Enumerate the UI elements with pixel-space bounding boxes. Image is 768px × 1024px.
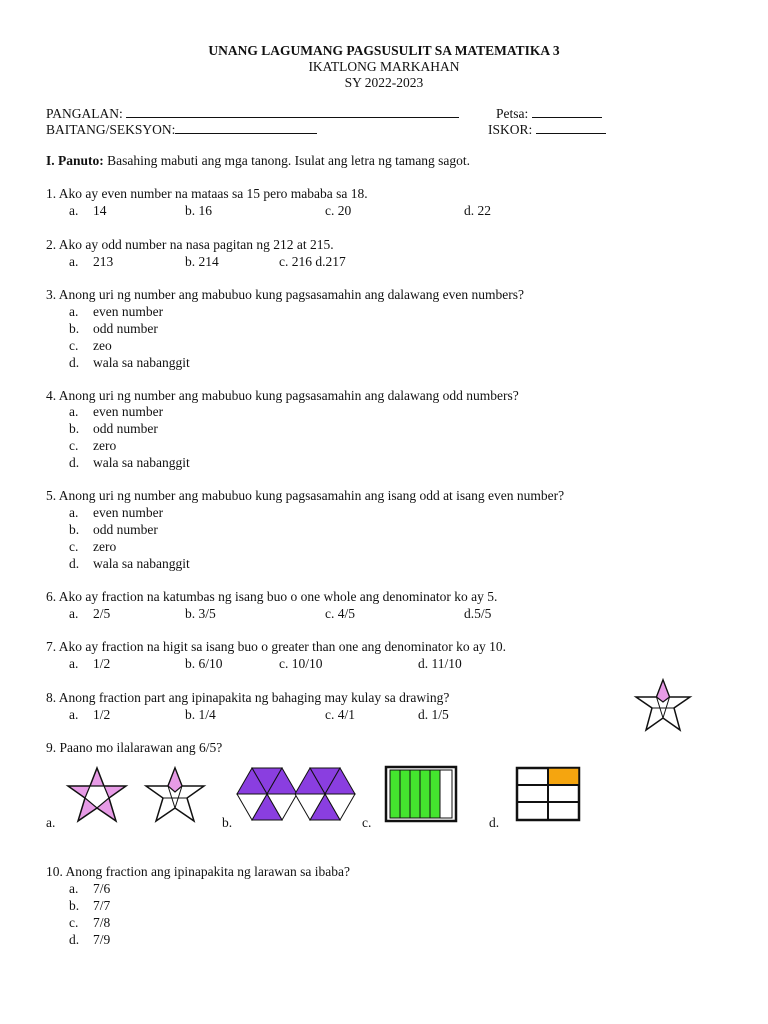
q4-option-c-letter: c.	[69, 438, 79, 453]
question-7: 7. Ako ay fraction na higit sa isang buo o greater than one ang denominator ko ay 10.	[46, 639, 507, 654]
q5-option-d-letter: d.	[69, 556, 80, 571]
q10-option-b-letter: b.	[69, 898, 80, 913]
q10-option-a-letter: a.	[69, 881, 79, 896]
q9-option-d-grid[interactable]	[515, 766, 581, 822]
q8-option-b[interactable]: b. 1/4	[185, 707, 216, 722]
q1-option-d[interactable]: d. 22	[464, 203, 491, 218]
date-label: Petsa:	[496, 106, 529, 121]
section-field[interactable]	[46, 121, 317, 138]
question-10: 10. Anong fraction ang ipinapakita ng larawan sa ibaba?	[46, 864, 351, 879]
q9-option-b-hexagons[interactable]	[236, 765, 356, 823]
q8-option-a[interactable]: 1/2	[93, 707, 111, 722]
q4-option-b[interactable]: odd number	[93, 421, 158, 436]
q2-option-a[interactable]: 213	[93, 254, 114, 269]
instructions	[46, 153, 470, 169]
q9-option-a-letter[interactable]: a.	[46, 815, 56, 830]
name-blank[interactable]	[126, 105, 459, 118]
q3-option-d-letter: d.	[69, 355, 80, 370]
exam-quarter: IKATLONG MARKAHAN	[308, 59, 460, 74]
q10-option-d-letter: d.	[69, 932, 80, 947]
q4-option-b-letter: b.	[69, 421, 80, 436]
q9-option-a-star-2[interactable]	[142, 766, 208, 824]
q7-option-c[interactable]: c. 10/10	[279, 656, 323, 671]
date-field[interactable]	[496, 105, 602, 122]
name-field[interactable]	[46, 105, 459, 122]
q5-option-a[interactable]: even number	[93, 505, 164, 520]
score-field[interactable]	[488, 121, 606, 138]
section-label: BAITANG/SEKSYON:	[46, 122, 176, 137]
q5-option-c[interactable]: zero	[93, 539, 117, 554]
q1-option-a-letter: a.	[69, 203, 79, 218]
q5-option-d[interactable]: wala sa nabanggit	[93, 556, 190, 571]
q7-option-a[interactable]: 1/2	[93, 656, 111, 671]
question-6: 6. Ako ay fraction na katumbas ng isang buo o one whole ang denominator ko ay 5.	[46, 589, 498, 604]
q1-option-a[interactable]: 14	[93, 203, 107, 218]
q6-option-b[interactable]: b. 3/5	[185, 606, 216, 621]
question-9: 9. Paano mo ilalarawan ang 6/5?	[46, 740, 223, 755]
q7-option-b[interactable]: b. 6/10	[185, 656, 223, 671]
q10-option-d[interactable]: 7/9	[93, 932, 111, 947]
q2-option-c-d[interactable]: c. 216 d.217	[279, 254, 346, 269]
q4-option-d-letter: d.	[69, 455, 80, 470]
name-label: PANGALAN:	[46, 106, 123, 121]
q4-option-a-letter: a.	[69, 404, 79, 419]
q1-option-c[interactable]: c. 20	[325, 203, 352, 218]
q3-option-d[interactable]: wala sa nabanggit	[93, 355, 190, 370]
q5-option-c-letter: c.	[69, 539, 79, 554]
q5-option-b[interactable]: odd number	[93, 522, 158, 537]
question-4: 4. Anong uri ng number ang mabubuo kung pagsasamahin ang dalawang odd numbers?	[46, 388, 519, 403]
q2-option-b[interactable]: b. 214	[185, 254, 219, 269]
q10-option-a[interactable]: 7/6	[93, 881, 111, 896]
q5-option-a-letter: a.	[69, 505, 79, 520]
q3-option-b-letter: b.	[69, 321, 80, 336]
question-1: 1. Ako ay even number na mataas sa 15 pero mababa sa 18.	[46, 186, 368, 201]
q4-option-a[interactable]: even number	[93, 404, 164, 419]
question-8: 8. Anong fraction part ang ipinapakita ng bahaging may kulay sa drawing?	[46, 690, 450, 705]
instructions-heading: I. Panuto:	[46, 153, 104, 168]
q6-option-d[interactable]: d.5/5	[464, 606, 492, 621]
q9-option-a-star-1[interactable]	[64, 766, 130, 824]
q2-option-a-letter: a.	[69, 254, 79, 269]
q8-option-a-letter: a.	[69, 707, 79, 722]
q6-option-c[interactable]: c. 4/5	[325, 606, 355, 621]
score-label: ISKOR:	[488, 122, 533, 137]
q3-option-a-letter: a.	[69, 304, 79, 319]
section-blank[interactable]	[175, 121, 317, 134]
question-5: 5. Anong uri ng number ang mabubuo kung pagsasamahin ang isang odd at isang even number?	[46, 488, 565, 503]
q9-option-d-letter[interactable]: d.	[489, 815, 500, 830]
q10-option-b[interactable]: 7/7	[93, 898, 111, 913]
q1-option-b[interactable]: b. 16	[185, 203, 212, 218]
q9-option-b-letter[interactable]: b.	[222, 815, 233, 830]
q10-option-c[interactable]: 7/8	[93, 915, 111, 930]
question-2: 2. Ako ay odd number na nasa pagitan ng 212 at 215.	[46, 237, 334, 252]
q9-option-c-bar[interactable]	[384, 765, 458, 823]
q4-option-c[interactable]: zero	[93, 438, 117, 453]
q7-option-d[interactable]: d. 11/10	[418, 656, 462, 671]
q3-option-a[interactable]: even number	[93, 304, 164, 319]
instructions-text: Basahing mabuti ang mga tanong. Isulat ang letra ng tamang sagot.	[107, 153, 471, 168]
q3-option-c-letter: c.	[69, 338, 79, 353]
q10-option-c-letter: c.	[69, 915, 79, 930]
q3-option-b[interactable]: odd number	[93, 321, 158, 336]
question-3: 3. Anong uri ng number ang mabubuo kung pagsasamahin ang dalawang even numbers?	[46, 287, 525, 302]
q7-option-a-letter: a.	[69, 656, 79, 671]
q8-star-drawing	[632, 678, 694, 734]
q3-option-c[interactable]: zeo	[93, 338, 112, 353]
q9-option-c-letter[interactable]: c.	[362, 815, 372, 830]
q6-option-a[interactable]: 2/5	[93, 606, 111, 621]
q8-option-c[interactable]: c. 4/1	[325, 707, 355, 722]
score-blank[interactable]	[536, 121, 606, 134]
exam-title: UNANG LAGUMANG PAGSUSULIT SA MATEMATIKA 3	[208, 43, 560, 58]
q5-option-b-letter: b.	[69, 522, 80, 537]
q6-option-a-letter: a.	[69, 606, 79, 621]
school-year: SY 2022-2023	[344, 75, 424, 90]
q4-option-d[interactable]: wala sa nabanggit	[93, 455, 190, 470]
date-blank[interactable]	[532, 105, 602, 118]
q8-option-d[interactable]: d. 1/5	[418, 707, 449, 722]
